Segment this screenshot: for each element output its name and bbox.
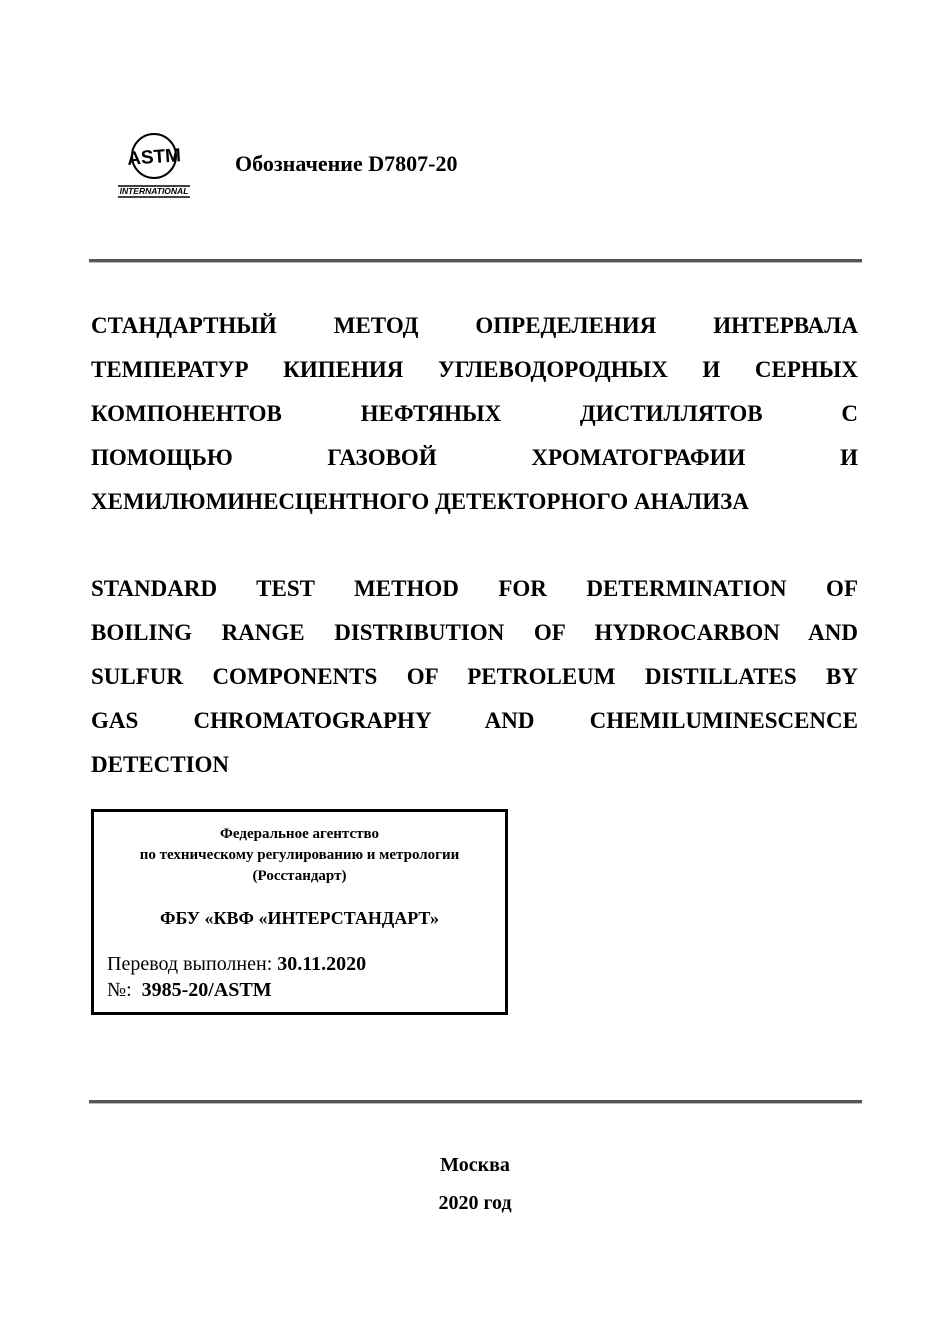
title-en-line: STANDARD TEST METHOD FOR DETERMINATION OF	[91, 576, 858, 601]
title-ru-line: ПОМОЩЬЮ ГАЗОВОЙ ХРОМАТОГРАФИИ И	[91, 445, 858, 470]
title-en-line: GAS CHROMATOGRAPHY AND CHEMILUMINESCENCE	[91, 708, 858, 733]
title-en-line: BOILING RANGE DISTRIBUTION OF HYDROCARBON AND	[91, 620, 858, 645]
number-label: №:	[107, 979, 132, 1001]
agency-line: по техническому регулированию и метрологии	[139, 847, 460, 863]
translation-label: Перевод выполнен:	[107, 953, 273, 975]
logo-subtext: INTERNATIONAL	[119, 186, 189, 196]
title-en-line: SULFUR COMPONENTS OF PETROLEUM DISTILLATES BY	[91, 664, 858, 689]
translation-number: 3985-20/ASTM	[141, 979, 272, 1001]
agency-name	[94, 824, 505, 887]
translation-stamp	[91, 809, 508, 1015]
top-divider	[89, 259, 862, 263]
title-ru-line: ТЕМПЕРАТУР КИПЕНИЯ УГЛЕВОДОРОДНЫХ И СЕРНЫХ	[91, 357, 858, 382]
title-en-line: DETECTION	[91, 752, 230, 777]
title-russian	[91, 304, 858, 524]
title-ru-line: СТАНДАРТНЫЙ МЕТОД ОПРЕДЕЛЕНИЯ ИНТЕРВАЛА	[91, 313, 858, 338]
translation-number-row	[107, 978, 272, 1002]
translation-date-row	[107, 952, 366, 976]
document-designation: Обозначение D7807-20	[235, 151, 458, 176]
title-ru-line: ХЕМИЛЮМИНЕСЦЕНТНОГО ДЕТЕКТОРНОГО АНАЛИЗА	[91, 489, 749, 514]
translation-date: 30.11.2020	[277, 953, 367, 975]
title-english	[91, 567, 858, 787]
agency-line: Федеральное агентство	[220, 826, 379, 842]
title-ru-line: КОМПОНЕНТОВ НЕФТЯНЫХ ДИСТИЛЛЯТОВ С	[91, 401, 858, 426]
publication-year: 2020 год	[438, 1192, 512, 1214]
astm-international-logo	[112, 126, 196, 200]
bottom-divider	[89, 1100, 862, 1104]
organization-name: ФБУ «КВФ «ИНТЕРСТАНДАРТ»	[160, 908, 439, 928]
publication-city: Москва	[440, 1154, 510, 1176]
logo-text: ASTM	[126, 145, 182, 170]
agency-line: (Росстандарт)	[252, 868, 347, 884]
